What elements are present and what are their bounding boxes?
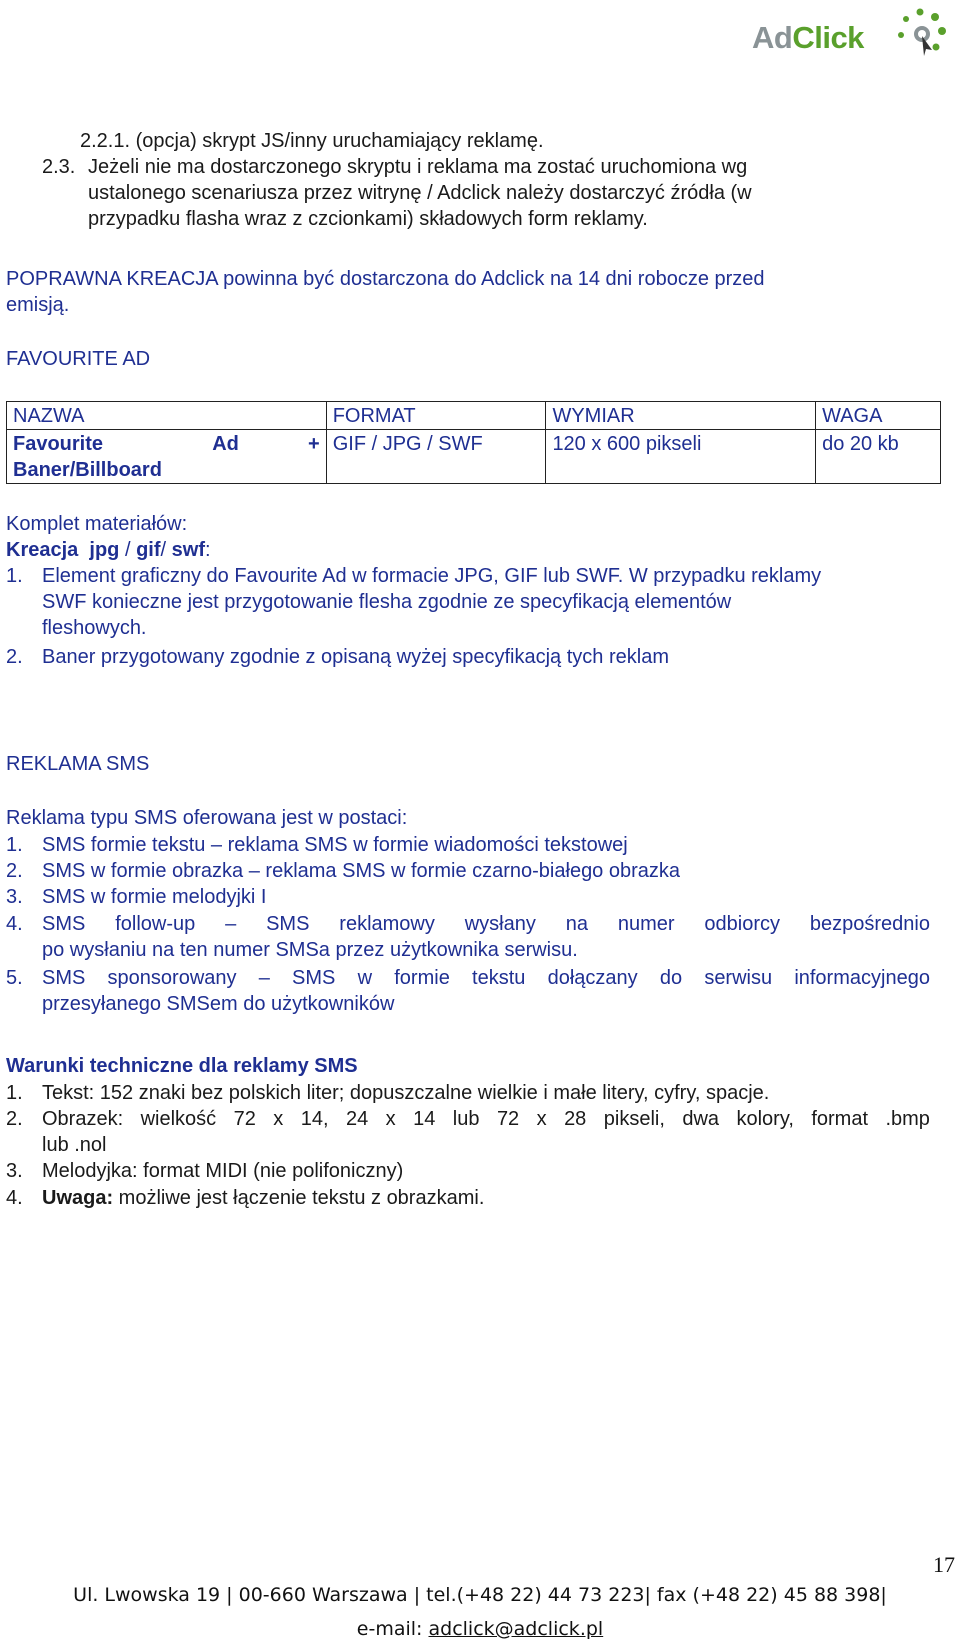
word: x: [385, 1108, 396, 1130]
word: numer: [617, 913, 675, 935]
word: SMS: [42, 967, 86, 989]
kreacja-jpg: jpg: [89, 539, 120, 561]
word: reklamowy: [339, 913, 435, 935]
footer-contact: Ul. Lwowska 19 | 00-660 Warszawa | tel.(+48 22) 44 73 223| fax (+48 22) 45 88 398|: [73, 1584, 887, 1606]
sms-item-text: SMS w formie melodyjki I: [42, 886, 267, 908]
tech-item-text: [42, 1185, 484, 1211]
table-cell-format: GIF / JPG / SWF: [326, 430, 546, 484]
email-link[interactable]: adclick@adclick.pl: [428, 1618, 604, 1640]
fav-item-number: 2.: [6, 646, 23, 668]
kreacja-line: [6, 537, 211, 563]
fav-item-text: SWF konieczne jest przygotowanie flesha zgodnie ze specyfikacją elementów: [42, 591, 732, 613]
kreacja-gif: gif: [136, 539, 161, 561]
sms-item-text: przesyłanego SMSem do użytkowników: [42, 993, 395, 1015]
kreacja-sep: /: [160, 539, 172, 561]
word: 24: [345, 1108, 369, 1130]
sms-item-text: SMS formie tekstu – reklama SMS w formie wiadomości tekstowej: [42, 834, 628, 856]
sms-item-number: 4.: [6, 913, 23, 935]
word: follow-up: [115, 913, 196, 935]
word: 72: [233, 1108, 256, 1130]
table-header-cell: NAZWA: [7, 402, 327, 430]
sms-item-number: 2.: [6, 860, 23, 882]
tech-item-text: Tekst: 152 znaki bez polskich liter; dopuszczalne wielkie i małe litery, cyfry, spacje.: [42, 1082, 770, 1104]
table-row: [7, 430, 941, 484]
word: pikseli,: [603, 1108, 665, 1130]
word: bezpośrednio: [809, 913, 930, 935]
word: –: [225, 913, 237, 935]
logo-text-ad: Ad: [752, 20, 793, 55]
poprawna-line2: emisją.: [6, 294, 70, 316]
name-word: Ad: [212, 433, 239, 455]
name-word: +: [308, 433, 320, 455]
tech-item-text-justified: [42, 1106, 930, 1132]
table-header-cell: WAGA: [816, 402, 941, 430]
word: 28: [564, 1108, 587, 1130]
table-cell-size: 120 x 600 pikseli: [546, 430, 816, 484]
word: x: [536, 1108, 547, 1130]
word: na: [565, 913, 588, 935]
table-header-cell: WYMIAR: [546, 402, 816, 430]
sms-item-number: 5.: [6, 967, 23, 989]
item-2-3-line3: przypadku flasha wraz z czcionkami) składowych form reklamy.: [88, 208, 648, 230]
word: formie: [394, 967, 450, 989]
name-word: Favourite: [13, 433, 104, 455]
kreacja-word: Kreacja: [6, 539, 79, 561]
word: –: [258, 967, 270, 989]
favourite-ad-heading: FAVOURITE AD: [6, 348, 151, 370]
footer-email-line: [0, 1618, 960, 1640]
kreacja-sep: /: [119, 539, 137, 561]
tech-item-text: lub .nol: [42, 1134, 107, 1156]
word: informacyjnego: [794, 967, 930, 989]
word: wielkość: [140, 1108, 217, 1130]
table-cell-weight: do 20 kb: [816, 430, 941, 484]
word: SMS: [266, 913, 310, 935]
logo-dots-icon: [892, 6, 952, 62]
sms-intro: Reklama typu SMS oferowana jest w postaci:: [6, 807, 408, 829]
table-header-row: [7, 402, 941, 430]
fav-item-number: 1.: [6, 565, 23, 587]
tech-item-number: 3.: [6, 1160, 23, 1182]
word: .bmp: [885, 1108, 930, 1130]
kreacja-swf: swf: [171, 539, 205, 561]
sms-item-number: 1.: [6, 834, 23, 856]
word: x: [273, 1108, 284, 1130]
table-header-cell: FORMAT: [326, 402, 546, 430]
item-2-3-number: 2.3.: [42, 156, 76, 178]
word: w: [357, 967, 373, 989]
word: wysłany: [464, 913, 536, 935]
word: kolory,: [736, 1108, 794, 1130]
logo-text-click: Click: [792, 20, 864, 55]
uwaga-label: Uwaga:: [42, 1187, 114, 1209]
word: 72: [496, 1108, 520, 1130]
word: do: [659, 967, 683, 989]
name-line2: Baner/Billboard: [13, 459, 162, 481]
adclick-logo: [752, 6, 952, 62]
word: Obrazek:: [42, 1108, 124, 1130]
sms-item-text-justified: [42, 965, 930, 991]
word: format: [811, 1108, 869, 1130]
tech-conditions-heading: Warunki techniczne dla reklamy SMS: [6, 1055, 358, 1077]
komplet-label: Komplet materiałów:: [6, 513, 188, 535]
word: sponsorowany: [107, 967, 237, 989]
word: SMS: [292, 967, 336, 989]
word: odbiorcy: [704, 913, 781, 935]
item-2-3-line2: ustalonego scenariusza przez witrynę / Adclick należy dostarczyć źródła (w: [88, 182, 752, 204]
uwaga-text: możliwe jest łączenie tekstu z obrazkami.: [113, 1187, 485, 1209]
sms-item-text: SMS w formie obrazka – reklama SMS w formie czarno-białego obrazka: [42, 860, 681, 882]
fav-item-text: Element graficzny do Favourite Ad w formacie JPG, GIF lub SWF. W przypadku reklamy: [42, 565, 822, 587]
poprawna-line1: POPRAWNA KREACJA powinna być dostarczona do Adclick na 14 dni robocze przed: [6, 268, 765, 290]
email-label: e-mail:: [356, 1618, 429, 1640]
item-2-2-1: 2.2.1. (opcja) skrypt JS/inny uruchamiający reklamę.: [80, 130, 544, 152]
favourite-ad-spec-table: [6, 401, 941, 484]
word: tekstu: [472, 967, 526, 989]
page-number: 17: [933, 1552, 955, 1577]
sms-item-number: 3.: [6, 886, 23, 908]
fav-item-text: fleshowych.: [42, 617, 147, 639]
word: 14,: [300, 1108, 329, 1130]
word: 14: [413, 1108, 436, 1130]
sms-item-text-justified: [42, 911, 930, 937]
tech-item-text: Melodyjka: format MIDI (nie polifoniczny): [42, 1160, 404, 1182]
word: dwa: [682, 1108, 720, 1130]
word: lub: [452, 1108, 480, 1130]
reklama-sms-heading: REKLAMA SMS: [6, 753, 150, 775]
item-2-3-line1: Jeżeli nie ma dostarczonego skryptu i reklama ma zostać uruchomiona wg: [88, 156, 748, 178]
word: SMS: [42, 913, 86, 935]
tech-item-number: 1.: [6, 1082, 23, 1104]
tech-item-number: 2.: [6, 1108, 23, 1130]
table-cell-name: [7, 430, 327, 484]
kreacja-colon: :: [204, 539, 211, 561]
sms-item-text: po wysłaniu na ten numer SMSa przez użytkownika serwisu.: [42, 939, 578, 961]
tech-item-number: 4.: [6, 1187, 23, 1209]
word: serwisu: [704, 967, 773, 989]
word: dołączany: [547, 967, 638, 989]
fav-item-text: Baner przygotowany zgodnie z opisaną wyżej specyfikacją tych reklam: [42, 646, 669, 668]
